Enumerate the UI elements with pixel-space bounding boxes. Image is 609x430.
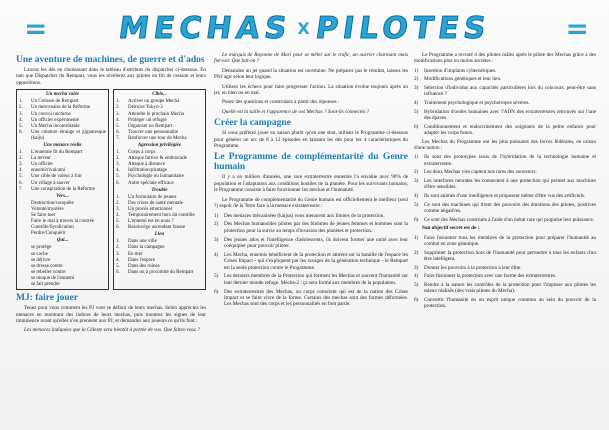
row-number: 1. [116,99,120,105]
table-row [116,181,203,187]
row-number: 6. [116,269,120,275]
banner-word-pilotes: PILOTES [313,10,493,46]
table-heading: Agression privilégiée [137,142,182,148]
item-number: 5) [414,201,419,208]
table-row [19,282,106,288]
row-text: Besoin/égo ascendant fausse [128,225,186,231]
row-number: 3. [116,251,120,257]
row-text: se protège [31,245,52,251]
row-text: Psychologie ou humanitaire [128,174,184,180]
table-heading: Trouble [151,187,168,193]
table-row [19,187,106,193]
row-text: L'ennemie fit du Rempart [31,150,83,156]
row-text: Corps à corps [128,150,156,156]
item-text: Supprimer la protection hors de l'humanité pour permettre à tous les enfants d'un être intelligent. [424,249,596,262]
row-number: 2. [19,105,23,111]
item-number: 2) [214,221,219,228]
list-item [214,213,408,219]
table-right [113,89,206,290]
list-item [414,85,596,98]
list-item [414,273,596,279]
row-text: Dans la campagne [128,245,165,251]
item-text: Ce sont des machines qui tirent des pouvoirs des émotions des pilotes, positives comme négatives. [424,201,596,214]
item-text: Ils sont animés d'une intelligence et proposent même d'être vus des artificiels. [424,193,586,199]
item-number: 5) [414,108,419,115]
item-number: 6) [414,296,419,303]
row-number: 5. [116,219,120,225]
table-heading: Qui... [56,238,69,244]
row-number: 2. [19,156,23,162]
row-number: 3. [116,162,120,168]
list-item [214,237,408,250]
item-text: Faire fusionner la protection avec une forme des extraterrestres. [424,273,557,280]
list-item [214,221,408,234]
row-number: 2. [116,200,120,206]
item-text: Les deux Mechas vies captent nos rares des souvenirs. [424,169,537,176]
row-number: 6. [116,129,120,135]
item-number: 3) [214,236,219,243]
row-text: Volonté/mystère [31,206,64,212]
item-number: 6) [214,288,219,295]
item-number: 5) [214,273,219,280]
column-2 [214,52,408,310]
list-item [414,154,596,167]
paragraph: Si vous préférez jouer en saison plutôt qu'en one shot, utilisez le Programme ci-dessous pour générer un arc de 8 à 12 épisodes en laissant les dés pour les 4 caractéristiques du Programme. [214,130,408,150]
row-number: 4. [116,213,120,218]
table-row [116,270,203,276]
row-text: Activer un groupe Mecha [128,99,180,105]
row-text: La terreur [31,156,51,162]
table-row [19,231,106,237]
list-item [414,250,596,263]
row-text: Un formulaire de jeunes [128,194,177,200]
row-text: Un Mecha incontrôlable [31,123,80,129]
item-number: 3) [414,264,419,271]
item-text: Les Mecha, ennemis bénéficient de la protection et attirent sur la bataille de l'espace les Crises Impact - qui s'expliquent par les ravages de la génération technique - le Rempart est la seule protection contre le Programme. [224,251,408,271]
item-text: Faire fusionner tous les membres de la protection pour préparer l'humanité au combat en zone géantique. [424,234,596,247]
table-rows [19,150,106,193]
list-item [414,178,596,191]
paragraph: Demandez un jet quand la situation est incertaine. Ne préparez pas le résultat, laissez les PNJ agir selon leur logique. [214,67,408,81]
row-text: Organiser un Rempart [128,123,173,129]
item-text: Donner les pouvoirs à la protection à leur élite. [424,264,522,271]
row-number: 3. [19,111,23,117]
row-number: 6. [116,180,120,186]
column-3 [414,52,596,312]
item-text: Les interfaces neurales les connectent à une protection qui permet aux machines d'être sensibles. [424,178,596,191]
row-text: Une cible de valeur à fuir [31,174,82,180]
row-number: 4. [116,168,120,174]
row-number [19,231,31,237]
item-text: Ils sont des prototypes issus de l'hybridation de la technologie humaine et extraterrestre. [424,154,596,167]
question-quote: Quelle est la taille et l'apparence de vos Mechas ? Sont-ils connectés ? [222,108,370,115]
row-number: 3. [116,111,120,117]
row-text: Un convoi nocturne [31,111,71,117]
section-heading-mj: MJ: faire jouer [16,293,79,304]
item-number: 1) [214,212,219,219]
paragraph: Le Programme de complémentarité du Genre humain est officiellement le meilleur (seul ?) espoir de la Terre face à la menace extraterrestre : [214,196,408,210]
row-number: 5. [116,263,120,269]
row-number: 4. [19,117,23,123]
row-number: 1. [116,239,120,245]
item-text: Traitement psychologique et psychotropes sévères. [424,100,530,106]
list-item [414,217,596,223]
row-number: 1. [19,99,23,105]
item-number: 3) [414,85,419,91]
title-banner [14,6,595,50]
list-item [414,235,596,248]
item-number: 5) [414,281,419,288]
list-item [414,100,596,106]
row-number: 3. [19,162,23,168]
item-number: 4) [214,251,219,258]
numbered-list [414,68,596,137]
item-number: 2) [414,249,419,256]
list-item [414,124,596,137]
row-text: Dans des ruines [128,263,160,269]
row-number: 6. [19,129,23,135]
row-number: 6. [116,225,120,231]
list-item [414,193,596,199]
list-item [414,109,596,122]
list-item [414,76,596,82]
list-item [414,282,596,295]
row-number: 2. [116,245,120,251]
mj-quote: Les menaces indiquées que la Céleste sera bientôt à portée de vos. Que faites-vous ? [24,327,200,334]
table-row [116,136,203,142]
row-number: 5. [19,123,23,129]
row-text: se cache [31,251,48,257]
table-heading: Lieu [154,232,165,238]
item-text: Des extraterrestres des Mechas, un corps conscient qui est de la nation des Crises Impact et se faire vivre de la forme. Certains des mechas sont des formes déformées. Les Mechas sont des corps et les personnalités en font partie. [224,288,408,308]
objective-heading: Son objectif secret est de : [422,225,480,232]
row-text: Trouver une personnalité [128,129,179,135]
list-item [414,68,596,74]
paragraph: Le Programme a recruté 4 des pilotes mâles après le pilote des Mechas grâce à des modifications plus ou moins secrètes : [414,52,596,65]
row-number: 5. [19,174,23,180]
item-text: Insertion d'implants cybernétiques. [424,67,497,74]
item-number: 1) [414,67,419,74]
row-text: se rebeller contre [31,269,66,275]
row-text: Un procès émotionnel [128,206,173,212]
table-heading: Cible... [152,92,167,98]
list-item [214,273,408,286]
intro-paragraph: Lancez les dés en choisissant dans le tableau d'attributs du dispatcher ci-dessous. En tant que Dispatcher du Rempart, vous les révélerez aux pilotes en fin de cession et leurs oppositions. [16,67,206,86]
item-text: Les derniers membres de la Protection qui forment les Mechas et sauvent l'humanité sur leur dernier monde refuge. Mécha-2 : ça sera formé aux membres de la population. [224,273,408,286]
section-heading-aventure: Une aventure de machines, de guerre et d'ados [16,55,205,65]
table-rows [19,245,106,288]
row-number: 4. [19,168,23,174]
paragraph: Posez des questions et construisez à partir des réponses : [222,99,340,106]
table-rows [116,150,203,187]
section-heading-programme: Le Programme de complémentarité du Genre humain [214,152,408,173]
list-item [414,265,596,271]
row-text: Protéger un réfugié [128,117,167,123]
row-text: ennemi/rival/ami [31,168,66,174]
row-text: Détruire Tokyo-3 [128,105,163,111]
section-heading-campagne: Créer la campagne [214,118,291,129]
row-text: En mer [128,251,143,257]
table-row [19,130,106,142]
item-number: 1) [414,234,419,241]
list-item [414,202,596,215]
item-text: Conditionnement et endoctrinement des soignants de la petite enfance pour adapter les corps futurs. [424,123,596,136]
row-number: 7. [19,186,23,192]
row-text: Perdre/Conquérir [31,231,66,237]
row-text: Dans l'espace [128,257,156,263]
row-text: Un officier expérimenté [31,117,79,123]
row-text: Attendre le prochain Mecha [128,111,184,117]
row-text: Autre spéciale efficace [128,180,174,186]
numbered-list [414,154,596,223]
row-number: 1. [116,194,120,200]
row-text: Destruction/conquête [31,200,74,206]
row-text: Attaque furtive & embuscade [128,156,188,162]
row-number [19,282,31,288]
item-text: Rendre à la nature les contrôles de la protection pour l'imposer aux pilotes les mieux réalisés (des vrais pilotes du Mecha). [424,281,596,295]
row-text: Infiltration/piratage [128,168,168,174]
item-text: Des menaces mécanisées (kaijus) vous menacent aux limites de la protection. [224,212,385,219]
item-number: 4) [414,100,419,106]
row-number: 1. [116,150,120,156]
item-text: Des jeunes ados et l'intelligence d'adolescents, ils doivent former une unité avec leur coéquipier pour pouvoir piloter. [224,236,408,249]
item-text: Hybridation d'ondes humaines avec l'ADN des extraterrestres retrouvés sur l'une des épaves. [424,108,596,121]
paragraph: Il y a un milliers d'années, une race extraterrestre ennemie l'a envahie avec 90% de population et l'adaptation aux conditions hostiles de la planète. Pour les survivants humains, le Programme consiste à faire fonctionner les mechas et l'humanité. [214,174,408,194]
row-number: 2. [116,105,120,111]
row-text: Un village à sauver [31,180,70,186]
list-item [414,169,596,175]
row-text: Des crises de santé mentale [128,200,183,206]
row-text: Dans ou à proximité du Rempart [128,269,194,275]
row-text: se moque de l'ennemi [31,275,75,281]
item-text: Ce sont des Mechas construits à l'aide d'un métal rare qui propulse leur puissance. [424,216,595,223]
row-text: se dresse contre [31,263,63,269]
table-heading: Un mecha volée [45,92,80,98]
item-number: 6) [414,216,419,223]
item-number: 1) [414,154,419,161]
row-text: Un Colosse de Rempart [31,99,79,105]
row-text: L'ennemi est en nous ? [128,219,174,225]
table-heading: Une menace réelle [43,142,82,148]
row-number: 7. [116,135,120,141]
banner-right-deco: = [565,12,585,45]
row-text: Attaque à distance [128,162,165,168]
row-number: 5. [116,123,120,129]
column-1 [16,52,206,337]
item-text: Des Mechas humanoïdes pilotes par des binômes de jeunes femmes et hommes sont la protection pour la survie au temps d'invasion des planètes et protection. [224,221,408,234]
row-number: 6. [19,180,23,186]
list-item [414,297,596,310]
row-text: Faire le mal à travers la contrée [31,219,95,225]
item-text: Sélection d'individus aux capacités particulières lors du concours, peut-être sans influence ? [424,85,596,98]
item-number: 3) [414,178,419,184]
row-number: 3. [116,206,120,212]
row-number: 2. [116,156,120,162]
table-rows [19,99,106,142]
row-text: Temporairement hors du contrôle [128,213,195,218]
list-item [214,252,408,271]
row-text: se délivre [31,257,51,263]
row-number: 1. [19,150,23,156]
table-heading: Vers... [56,193,69,199]
table-row [116,225,203,231]
numbered-list [414,235,596,310]
row-text: Un mercenaire de la Réforme [31,105,91,111]
row-text: Se faire tuer [31,213,56,218]
row-text: se fait prendre [31,282,60,288]
banner-separator: X [297,18,310,38]
item-text: Convertir l'humanité en un esprit unique commun au sein du pouvoir de la protection. [424,296,596,310]
row-text: Renforcer une tour de Mecha [128,135,187,141]
row-text: Une créature étrange et gigantesque (kaiju) [31,129,106,141]
item-text: Modifications génétiques et leur lien. [424,76,502,83]
item-number: 2) [414,76,419,83]
numbered-list [214,213,408,308]
row-number: 4. [116,257,120,263]
banner-left-deco: = [24,12,44,45]
item-number: 2) [414,169,419,176]
table-left [16,89,109,290]
row-text: Contrôle/Syndication [31,225,74,231]
list-item [214,289,408,308]
item-number: 6) [414,123,419,130]
row-text: Dans une ville [128,239,157,245]
item-number: 4) [414,193,419,199]
example-quote: Le marquis de Rayonne de Mari pour se mêler sur le trafic, un ouvrier charmant mais fiervoir. Que fait-on ? [214,52,408,65]
item-number: 4) [414,273,419,280]
row-number: 4. [116,117,120,123]
row-text: Un officier [31,162,53,168]
mj-paragraph: Tenez pour vous comment les PJ vont se définir de leurs mechas. Selon appréciez les menaces en montrant des indices de leurs mechas, puis montrez les signes de leur imminence avant qu'elles n'en prennent aux PJ, et demandez aux joueurs ce qu'ils font : [16,305,206,324]
banner-word-mechas: MECHAS [116,10,294,46]
row-number: 5. [116,174,120,180]
paragraph: Utilisez les échecs pour faire progresser l'action. La situation évolue toujours après un jet, en bien ou en mal. [214,83,408,97]
table-rows [116,239,203,276]
row-text: Une conspiration de la Réforme [31,186,95,192]
random-tables [16,89,206,290]
table-rows [116,99,203,142]
table-rows [19,201,106,238]
table-rows [116,195,203,232]
paragraph: Les Mechas du Programme ont les plus puissants des forces fédérales, en raison d'une notion : [414,138,596,151]
